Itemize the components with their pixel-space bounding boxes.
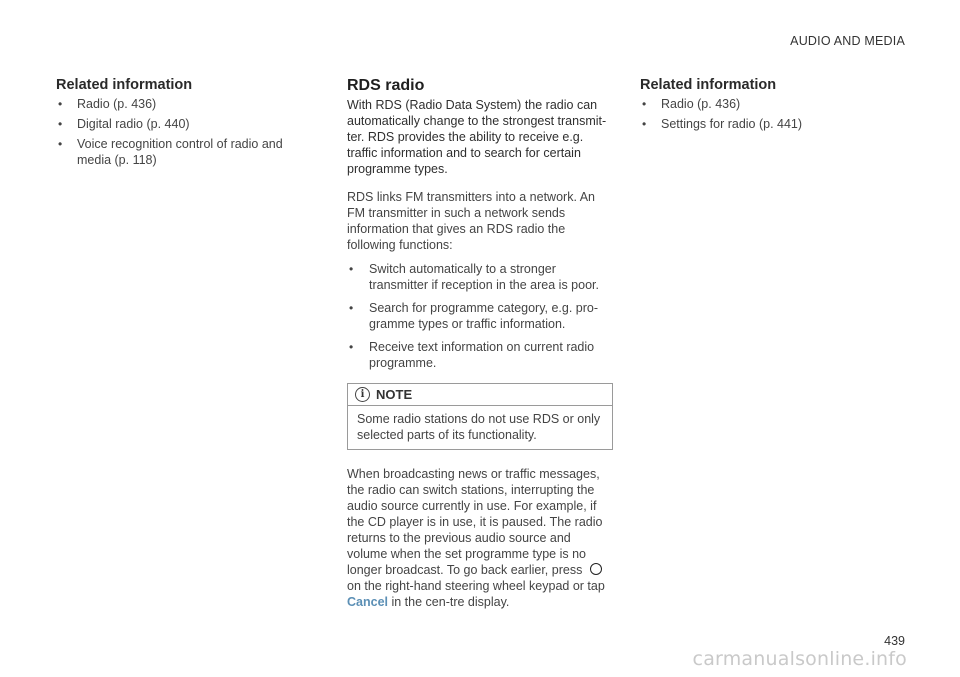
bullet-icon: • (58, 97, 63, 111)
circle-button-icon (590, 563, 602, 575)
rds-functions-list (347, 261, 613, 371)
list-item[interactable]: • Radio (p. 436) (642, 97, 741, 111)
list-item[interactable]: • Settings for radio (p. 441) (642, 117, 803, 131)
list-item[interactable]: • Radio (p. 436) (58, 97, 157, 111)
related-info-heading: Related information (640, 77, 777, 93)
bullet-icon: • (58, 137, 63, 151)
list-item: • Search for programme category, e.g. pro-gramme types or traffic information. (349, 301, 599, 331)
list-item: • Receive text information on current radio programme. (349, 340, 595, 370)
bullet-icon: • (349, 262, 354, 276)
intro-paragraph: With RDS (Radio Data System) the radio can automatically change to the strongest transmit-ter. RDS provides the ability to receive e.g. traffic information and to search for certain programme types. (347, 98, 607, 176)
related-info-heading: Related information (56, 77, 193, 93)
bullet-icon: • (642, 117, 647, 131)
related-info-list (56, 96, 318, 168)
bullet-icon: • (642, 97, 647, 111)
section-header: AUDIO AND MEDIA (790, 34, 905, 48)
note-title: NOTE (376, 387, 413, 402)
related-info-list (640, 96, 902, 132)
watermark: carmanualsonline.info (692, 648, 907, 670)
broadcast-paragraph: When broadcasting news or traffic messages, the radio can switch stations, interrupting the audio source currently in use. For example, if the CD player is in use, it is paused. The radio returns to the previous audio source and volume when the set programme type is no longer broadcast. To go back earlier, presson the right-hand steering wheel keypad or tap Cancel in the cen-tre display. (347, 467, 605, 609)
note-body: Some radio stations do not use RDS or only selected parts of its functionality. (357, 412, 601, 442)
right-column (640, 77, 902, 136)
note-header (348, 384, 612, 406)
info-icon: i (355, 387, 370, 402)
list-item[interactable]: • Voice recognition control of radio and media (p. 118) (58, 137, 283, 167)
rds-description: RDS links FM transmitters into a network. An FM transmitter in such a network sends information that gives an RDS radio the following functions: (347, 190, 595, 252)
note-box (347, 383, 613, 450)
bullet-icon: • (349, 301, 354, 315)
bullet-icon: • (349, 340, 354, 354)
list-item[interactable]: • Digital radio (p. 440) (58, 117, 190, 131)
middle-column (347, 77, 613, 618)
left-column (56, 77, 318, 172)
bullet-icon: • (58, 117, 63, 131)
page-number: 439 (884, 634, 905, 648)
list-item: • Switch automatically to a stronger transmitter if reception in the area is poor. (349, 262, 599, 292)
rds-radio-heading: RDS radio (347, 77, 425, 94)
cancel-label: Cancel (347, 595, 388, 609)
